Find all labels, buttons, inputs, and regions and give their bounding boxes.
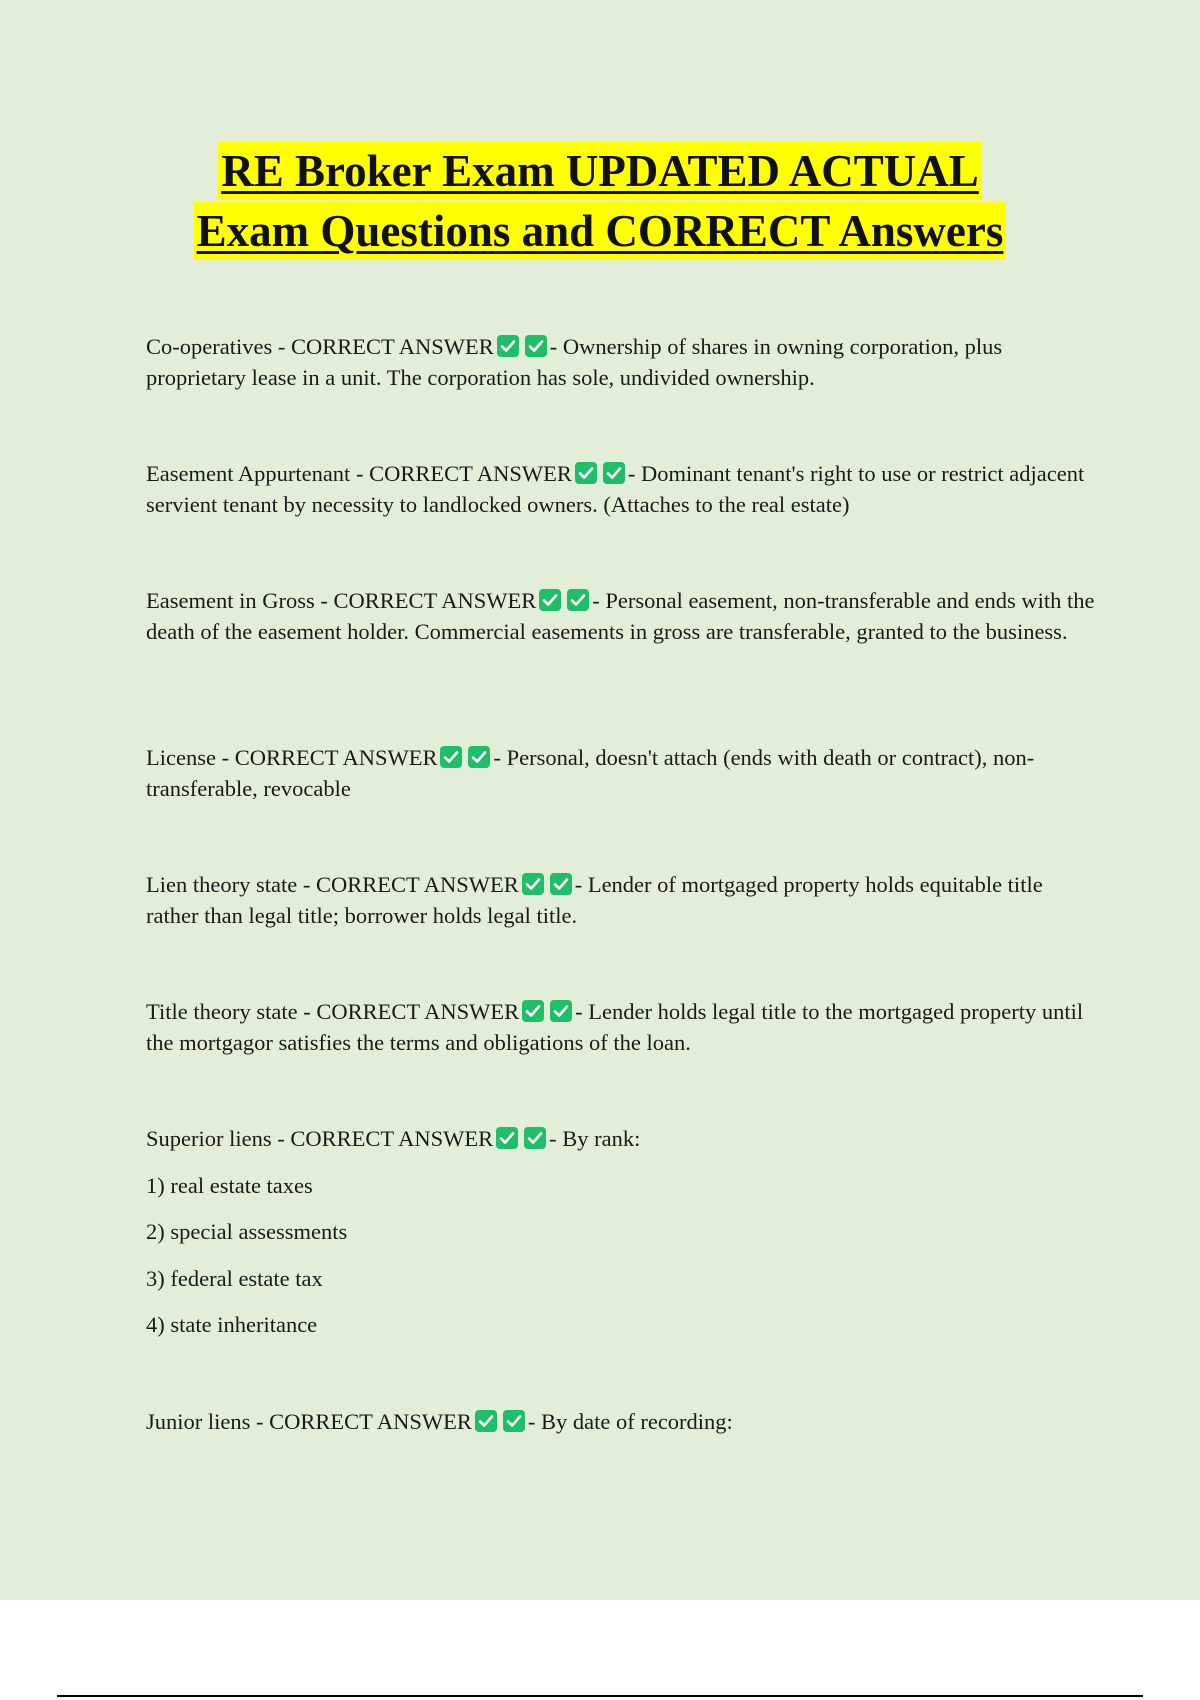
entry-definition: - Lender holds legal title to the mortgaged property until the mortgagor satisfies the terms and obligations of the loan.: [146, 999, 1084, 1055]
check-mark-icon: [497, 335, 519, 357]
entry-term: Junior liens: [146, 1409, 251, 1434]
check-mark-icon: [475, 1410, 497, 1432]
entry-term: Superior liens: [146, 1126, 272, 1151]
entry-definition: - Personal easement, non-transferable and ends with the death of the easement holder. Commercial easements in gross are transferable, granted to the business.: [146, 588, 1095, 644]
answer-label: CORRECT ANSWER: [269, 1409, 472, 1434]
check-mark-icon: [503, 1410, 525, 1432]
entry-term: Co-operatives: [146, 334, 273, 359]
check-mark-icon: [567, 589, 589, 611]
superior-liens-list-item: 3) federal estate tax: [146, 1266, 323, 1291]
entry-definition: - By rank:: [549, 1126, 641, 1151]
entry-term: Lien theory state: [146, 872, 298, 897]
qa-entry-title-theory-state: [146, 996, 1096, 1058]
entry-separator: -: [250, 1409, 270, 1434]
check-mark-icon: [524, 1127, 546, 1149]
check-mark-icon: [496, 1127, 518, 1149]
entry-term: Easement in Gross: [146, 588, 315, 613]
check-mark-icon: [440, 746, 462, 768]
check-mark-icon: [550, 1000, 572, 1022]
qa-entry-superior-liens: [146, 1123, 1096, 1154]
answer-label: CORRECT ANSWER: [290, 1126, 494, 1151]
entry-definition: - By date of recording:: [527, 1409, 733, 1434]
entry-separator: -: [272, 334, 291, 359]
entry-term: License: [146, 745, 216, 770]
entry-definition: - Lender of mortgaged property holds equitable title rather than legal title; borrower holds legal title.: [146, 872, 1043, 928]
document-title: [0, 142, 1200, 262]
check-mark-icon: [468, 746, 490, 768]
entry-separator: -: [350, 461, 370, 486]
qa-entry-co-operatives: [146, 331, 1096, 393]
check-mark-icon: [550, 873, 572, 895]
check-mark-icon: [525, 335, 547, 357]
check-mark-icon: [603, 462, 625, 484]
superior-liens-list-item: 4) state inheritance: [146, 1312, 318, 1337]
qa-entry-lien-theory-state: [146, 869, 1096, 931]
entry-term: Title theory state: [146, 999, 298, 1024]
superior-liens-list-item: 1) real estate taxes: [146, 1173, 313, 1198]
footer-divider: [57, 1695, 1143, 1697]
entry-definition: - Ownership of shares in owning corporation, plus proprietary lease in a unit. The corporation has sole, undivided ownership.: [146, 334, 1003, 390]
title-line-1: RE Broker Exam UPDATED ACTUAL: [218, 142, 982, 200]
qa-entry-easement-appurtenant: [146, 458, 1096, 520]
qa-entry-easement-in-gross: [146, 585, 1096, 647]
answer-label: CORRECT ANSWER: [369, 461, 572, 486]
qa-entry-license: [146, 742, 1096, 804]
entry-term: Easement Appurtenant: [146, 461, 351, 486]
answer-label: CORRECT ANSWER: [333, 588, 537, 613]
entry-separator: -: [297, 872, 316, 897]
answer-label: CORRECT ANSWER: [315, 872, 519, 897]
answer-label: CORRECT ANSWER: [316, 999, 520, 1024]
entry-separator: -: [314, 588, 334, 613]
check-mark-icon: [522, 873, 544, 895]
check-mark-icon: [539, 589, 561, 611]
superior-liens-list-item: 2) special assessments: [146, 1219, 348, 1244]
entry-definition: - Personal, doesn't attach (ends with death or contract), non-transferable, revocable: [146, 745, 1035, 801]
title-line-2: Exam Questions and CORRECT Answers: [194, 202, 1007, 260]
entry-separator: -: [215, 745, 235, 770]
answer-label: CORRECT ANSWER: [290, 334, 494, 359]
entry-definition: - Dominant tenant's right to use or restrict adjacent servient tenant by necessity to landlocked owners. (Attaches to the real estate): [146, 461, 1085, 517]
entry-separator: -: [271, 1126, 291, 1151]
answer-label: CORRECT ANSWER: [234, 745, 438, 770]
check-mark-icon: [522, 1000, 544, 1022]
entry-separator: -: [297, 999, 317, 1024]
qa-entry-junior-liens: [146, 1406, 1096, 1437]
check-mark-icon: [575, 462, 597, 484]
